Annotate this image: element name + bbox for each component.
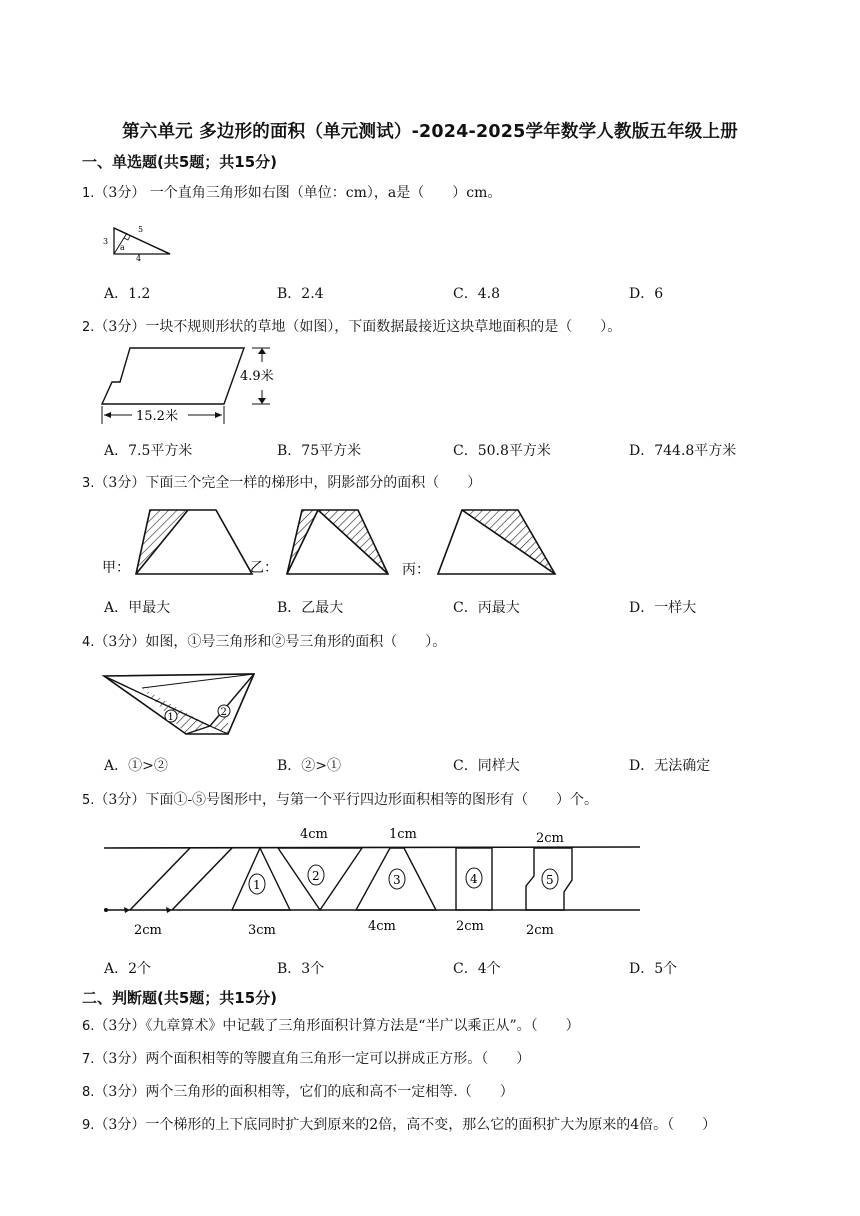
option-a[interactable]: A．7.5平方米: [104, 443, 193, 459]
option-c[interactable]: C．同样大: [453, 758, 520, 774]
option-d[interactable]: D．5个: [629, 961, 678, 977]
question-number: 1.: [82, 186, 95, 201]
figure-label: 4cm: [368, 919, 396, 934]
parallelogram: [124, 848, 232, 938]
question-9: [82, 1114, 716, 1134]
figure-label: 15.2米: [136, 409, 178, 424]
question-text: （3分）下面三个完全一样的梯形中，阴影部分的面积（ ）: [94, 475, 482, 491]
question-8: [82, 1081, 514, 1101]
option-d[interactable]: D．6: [629, 286, 664, 302]
option-b[interactable]: B．3个: [277, 961, 325, 977]
option-a[interactable]: A．①>②: [104, 758, 168, 774]
figure-label: 2cm: [536, 831, 564, 846]
question-text: （3分）《九章算术》中记载了三角形面积计算方法是“半广以乘正从”。（ ）: [94, 1018, 580, 1034]
figure-label: 3: [103, 237, 109, 246]
question-text: （3分）一块不规则形状的草地（如图），下面数据最接近这块草地面积的是（ ）。: [94, 319, 622, 335]
figure-label: 甲：: [102, 560, 130, 576]
option-a[interactable]: A．1.2: [104, 286, 151, 302]
option-b[interactable]: B．2.4: [277, 286, 324, 302]
question-text: （3分）两个三角形的面积相等，它们的底和高不一定相等.（ ）: [94, 1084, 514, 1100]
figure-irregular-lawn: [98, 344, 298, 426]
question-number: 6.: [82, 1019, 95, 1034]
question-text: （3分）如图，①号三角形和②号三角形的面积（ ）。: [94, 634, 447, 650]
question-1: [82, 182, 501, 202]
section-heading-true-false: 二、判断题(共5题；共15分): [82, 989, 278, 1007]
figure-label: 4.9米: [240, 369, 274, 384]
page-title: 第六单元 多边形的面积（单元测试）-2024-2025学年数学人教版五年级上册: [122, 122, 738, 142]
shape-2: [278, 827, 362, 910]
trapezoid-jia: [102, 510, 252, 576]
option-a[interactable]: A．甲最大: [104, 600, 171, 616]
question-7: [82, 1048, 530, 1068]
shape-4: [456, 848, 492, 934]
question-2: [82, 316, 621, 336]
question-number: 2.: [82, 320, 95, 335]
question-number: 9.: [82, 1118, 95, 1133]
shape-3: [356, 827, 436, 934]
question-5: [82, 789, 598, 809]
figure-label: 4: [470, 872, 478, 886]
figure-parallel-shapes: [100, 822, 645, 944]
figure-label: a: [120, 243, 125, 252]
question-text: （3分）一个梯形的上下底同时扩大到原来的2倍，高不变，那么它的面积扩大为原来的4倍。（ ）: [94, 1117, 717, 1133]
figure-label: 丙：: [402, 562, 430, 578]
figure-label: 5: [546, 873, 554, 887]
figure-label: 1: [167, 712, 174, 723]
option-d[interactable]: D．无法确定: [629, 758, 711, 774]
figure-label: 2: [312, 869, 320, 883]
shape-1: [232, 848, 290, 938]
figure-label: 2cm: [456, 919, 484, 934]
figure-label: 4: [136, 254, 142, 262]
option-b[interactable]: B．乙最大: [277, 600, 344, 616]
question-4: [82, 631, 446, 651]
option-d[interactable]: D．744.8平方米: [629, 443, 737, 459]
question-6: [82, 1015, 580, 1035]
figure-label: 2: [220, 707, 227, 718]
figure-right-triangle: [100, 218, 180, 262]
figure-two-triangles: [100, 664, 262, 742]
question-text: （3分）下面①-⑤号图形中，与第一个平行四边形面积相等的图形有（ ）个。: [94, 792, 599, 808]
figure-label: 3cm: [248, 923, 276, 938]
question-number: 7.: [82, 1052, 95, 1067]
question-number: 3.: [82, 476, 95, 491]
option-d[interactable]: D．一样大: [629, 600, 697, 616]
question-number: 8.: [82, 1085, 95, 1100]
option-b[interactable]: B．75平方米: [277, 443, 362, 459]
option-c[interactable]: C．4个: [453, 961, 501, 977]
question-text: （3分）两个面积相等的等腰直角三角形一定可以拼成正方形。（ ）: [94, 1051, 531, 1067]
question-text: （3分） 一个直角三角形如右图（单位：cm），a是（ ）cm。: [94, 185, 502, 201]
figure-label: 2cm: [526, 923, 554, 938]
option-c[interactable]: C．50.8平方米: [453, 443, 551, 459]
option-b[interactable]: B．②>①: [277, 758, 342, 774]
trapezoid-yi: [250, 510, 388, 576]
option-c[interactable]: C．丙最大: [453, 600, 520, 616]
figure-label: 3: [393, 873, 401, 887]
section-heading-single-choice: 一、单选题(共5题；共15分): [82, 153, 278, 171]
question-number: 5.: [82, 793, 95, 808]
figure-three-trapezoids: [100, 502, 570, 582]
question-number: 4.: [82, 635, 95, 650]
option-a[interactable]: A．2个: [104, 961, 152, 977]
figure-label: 2cm: [134, 923, 162, 938]
figure-label: 4cm: [300, 827, 328, 842]
option-c[interactable]: C．4.8: [453, 286, 500, 302]
figure-label: 1cm: [389, 827, 417, 842]
figure-label: 1: [253, 878, 261, 892]
trapezoid-bing: [402, 510, 555, 578]
question-3: [82, 472, 481, 492]
figure-label: 乙：: [250, 560, 278, 576]
figure-label: 5: [138, 225, 144, 234]
